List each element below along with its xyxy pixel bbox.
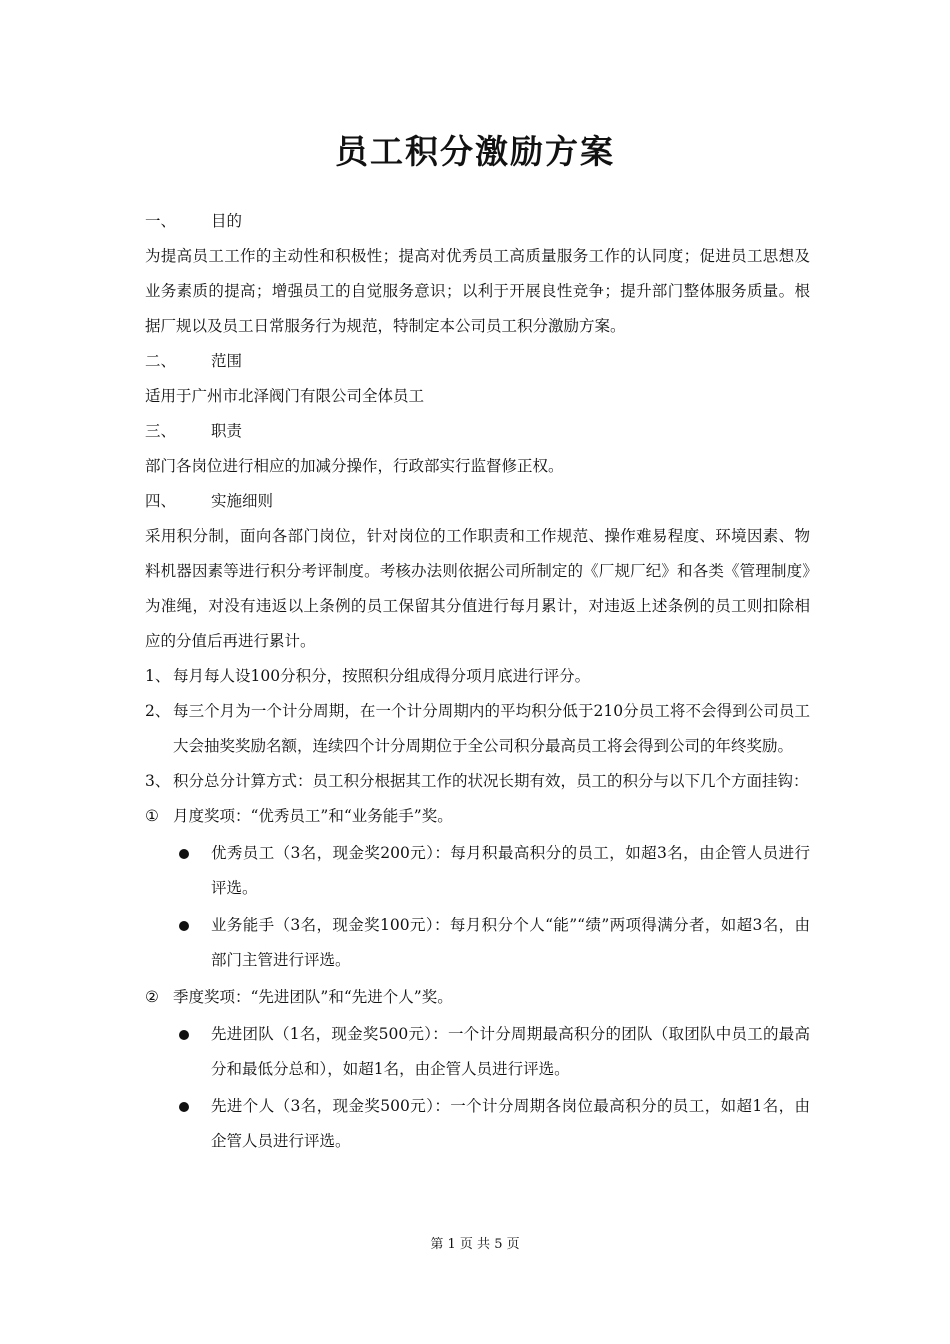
section-number: 二、 — [145, 352, 177, 370]
bullet-dot-icon — [179, 1030, 189, 1040]
bullet-item — [145, 836, 810, 906]
item-text: 积分总分计算方式：员工积分根据其工作的状况长期有效，员工的积分与以下几个方面挂钩： — [173, 772, 809, 790]
section-title: 实施细则 — [211, 492, 274, 510]
section-heading — [145, 484, 810, 519]
section-title: 范围 — [211, 352, 243, 370]
item-number: 1、 — [145, 667, 171, 685]
section-number: 三、 — [145, 422, 177, 440]
section-heading — [145, 414, 810, 449]
section-heading — [145, 344, 810, 379]
bullet-text: 先进团队（1名，现金奖500元）：一个计分周期最高积分的团队（取团队中员工的最高分和最低分总和），如超1名，由企管人员进行评选。 — [211, 1025, 810, 1078]
item-text: 每三个月为一个计分周期，在一个计分周期内的平均积分低于210分员工将不会得到公司员工大会抽奖奖励名额，连续四个计分周期位于全公司积分最高员工将会得到公司的年终奖励。 — [173, 702, 810, 755]
award-category — [145, 799, 810, 834]
section-paragraph: 采用积分制，面向各部门岗位，针对岗位的工作职责和工作规范、操作难易程度、环境因素、物料机器因素等进行积分考评制度。考核办法则依据公司所制定的《厂规厂纪》和各类《管理制度》为准绳，对没有违返以上条例的员工保留其分值进行每月累计，对违返上述条例的员工则扣除相应的分值后再进行累计。 — [145, 527, 810, 650]
section-paragraph: 为提高员工工作的主动性和积极性；提高对优秀员工高质量服务工作的认同度；促进员工思想及业务素质的提高；增强员工的自觉服务意识；以利于开展良性竞争；提升部门整体服务质量。根据厂规以及员工日常服务行为规范，特制定本公司员工积分激励方案。 — [145, 247, 810, 335]
award-number: ① — [145, 807, 159, 825]
award-number: ② — [145, 988, 159, 1006]
item-number: 2、 — [145, 702, 171, 720]
section-paragraph: 适用于广州市北泽阀门有限公司全体员工 — [145, 387, 425, 405]
numbered-item — [145, 764, 810, 799]
bullet-text: 优秀员工（3名，现金奖200元）：每月积最高积分的员工，如超3名，由企管人员进行评选。 — [211, 844, 810, 897]
bullet-item — [145, 1017, 810, 1087]
page-footer: 第 1 页 共 5 页 — [430, 1237, 520, 1252]
award-category — [145, 980, 810, 1015]
section-heading — [145, 204, 810, 239]
section-number: 一、 — [145, 212, 177, 230]
section-paragraph: 部门各岗位进行相应的加减分操作，行政部实行监督修正权。 — [145, 457, 564, 475]
section-number: 四、 — [145, 492, 177, 510]
bullet-item — [145, 908, 810, 978]
section-title: 职责 — [211, 422, 243, 440]
bullet-text: 业务能手（3名，现金奖100元）：每月积分个人“能”“绩”两项得满分者，如超3名，由部门主管进行评选。 — [211, 916, 810, 969]
bullet-dot-icon — [179, 849, 189, 859]
section-title: 目的 — [211, 212, 243, 230]
item-text: 每月每人设100分积分，按照积分组成得分项月底进行评分。 — [173, 667, 591, 685]
document-body — [145, 204, 810, 1161]
bullet-dot-icon — [179, 1102, 189, 1112]
item-number: 3、 — [145, 772, 171, 790]
award-text: 月度奖项：“优秀员工”和“业务能手”奖。 — [173, 807, 453, 825]
award-text: 季度奖项：“先进团队”和“先进个人”奖。 — [173, 988, 453, 1006]
bullet-text: 先进个人（3名，现金奖500元）：一个计分周期各岗位最高积分的员工，如超1名，由企管人员进行评选。 — [211, 1097, 810, 1150]
bullet-item — [145, 1089, 810, 1159]
numbered-item — [145, 694, 810, 764]
bullet-dot-icon — [179, 921, 189, 931]
document-title: 员工积分激励方案 — [335, 132, 615, 171]
numbered-item — [145, 659, 810, 694]
